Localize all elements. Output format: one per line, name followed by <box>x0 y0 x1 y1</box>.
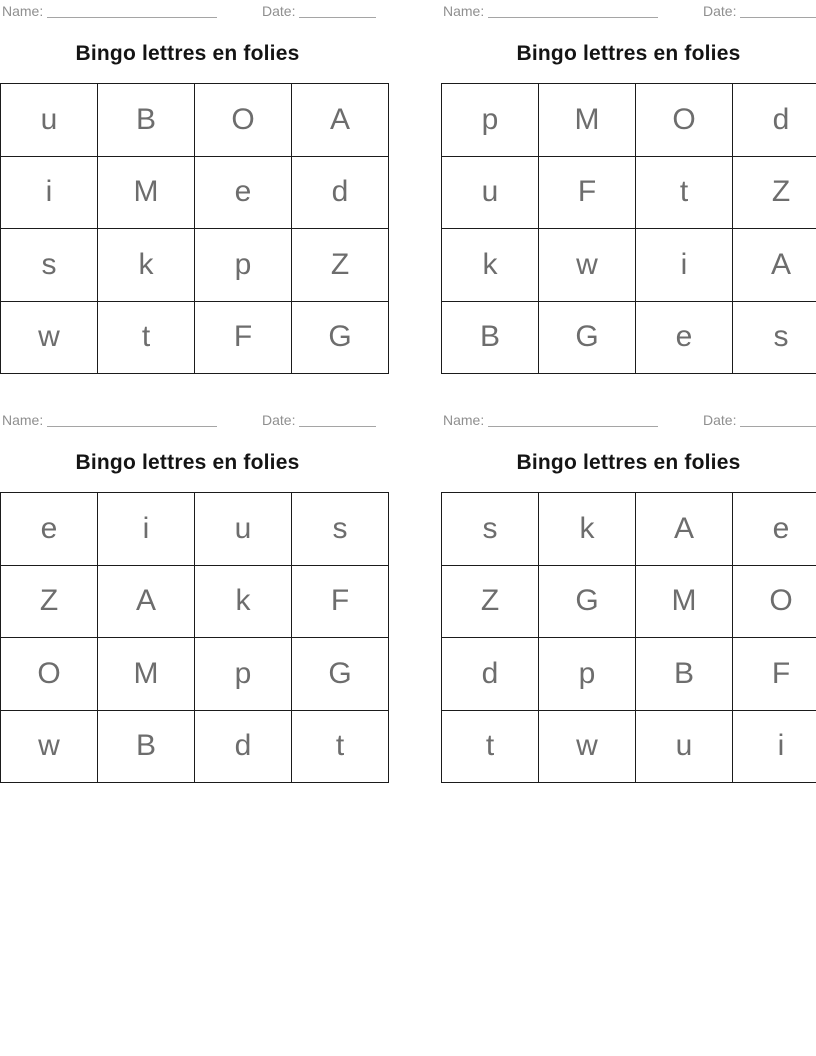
bingo-cell: G <box>539 565 636 638</box>
name-blank-line <box>47 17 217 18</box>
name-blank-line <box>488 426 658 427</box>
bingo-cell: d <box>733 84 816 157</box>
date-label: Date: <box>703 3 737 19</box>
bingo-cell: i <box>98 493 195 566</box>
grid-row <box>442 710 816 783</box>
bingo-cell: u <box>442 156 539 229</box>
bingo-cell: p <box>195 229 292 302</box>
grid-row <box>442 493 816 566</box>
grid-row <box>1 565 389 638</box>
date-blank-line <box>299 426 376 427</box>
bingo-cell: k <box>195 565 292 638</box>
bingo-cell: d <box>442 638 539 711</box>
grid-row <box>442 156 816 229</box>
bingo-cell: G <box>539 301 636 374</box>
card-title: Bingo lettres en folies <box>516 42 741 65</box>
bingo-cell: F <box>539 156 636 229</box>
bingo-cell: A <box>98 565 195 638</box>
bingo-cell: F <box>195 301 292 374</box>
bingo-cell: s <box>292 493 389 566</box>
bingo-cell: i <box>1 156 98 229</box>
bingo-cell: k <box>539 493 636 566</box>
bingo-cell: G <box>292 301 389 374</box>
bingo-cell: t <box>442 710 539 783</box>
bingo-cell: O <box>636 84 733 157</box>
bingo-cell: k <box>442 229 539 302</box>
bingo-cell: F <box>733 638 816 711</box>
card-title: Bingo lettres en folies <box>75 451 300 474</box>
bingo-cell: t <box>292 710 389 783</box>
bingo-cell: B <box>98 84 195 157</box>
bingo-cell: A <box>636 493 733 566</box>
grid-row <box>442 301 816 374</box>
date-label: Date: <box>262 3 296 19</box>
bingo-cell: B <box>98 710 195 783</box>
bingo-cell: w <box>1 301 98 374</box>
bingo-grid <box>0 492 389 783</box>
grid-row <box>442 229 816 302</box>
date-blank-line <box>740 426 816 427</box>
bingo-cell: e <box>636 301 733 374</box>
name-label: Name: <box>443 3 485 19</box>
bingo-cell: O <box>1 638 98 711</box>
bingo-cell: G <box>292 638 389 711</box>
grid-row <box>1 638 389 711</box>
name-label: Name: <box>2 412 44 428</box>
bingo-cell: u <box>1 84 98 157</box>
bingo-cell: p <box>442 84 539 157</box>
card-header <box>441 412 816 430</box>
bingo-cell: e <box>733 493 816 566</box>
bingo-cell: A <box>292 84 389 157</box>
grid-row <box>442 84 816 157</box>
bingo-cell: Z <box>1 565 98 638</box>
bingo-card-bottom-right <box>441 409 816 789</box>
grid-row <box>1 301 389 374</box>
bingo-cell: d <box>195 710 292 783</box>
bingo-cell: M <box>539 84 636 157</box>
bingo-card-top-right <box>441 0 816 380</box>
bingo-cell: s <box>733 301 816 374</box>
card-header <box>0 412 378 430</box>
bingo-cell: s <box>1 229 98 302</box>
bingo-cell: B <box>442 301 539 374</box>
grid-row <box>1 84 389 157</box>
grid-row <box>442 638 816 711</box>
bingo-cell: Z <box>733 156 816 229</box>
card-header <box>0 3 378 21</box>
name-label: Name: <box>2 3 44 19</box>
date-label: Date: <box>703 412 737 428</box>
bingo-grid <box>441 83 816 374</box>
bingo-cell: Z <box>442 565 539 638</box>
bingo-cell: w <box>1 710 98 783</box>
grid-row <box>1 156 389 229</box>
bingo-cell: w <box>539 229 636 302</box>
grid-row <box>1 229 389 302</box>
grid-row <box>1 493 389 566</box>
name-label: Name: <box>443 412 485 428</box>
bingo-card-bottom-left <box>0 409 378 789</box>
card-title: Bingo lettres en folies <box>75 42 300 65</box>
bingo-cell: e <box>1 493 98 566</box>
name-blank-line <box>488 17 658 18</box>
bingo-cell: s <box>442 493 539 566</box>
bingo-cell: p <box>195 638 292 711</box>
bingo-cell: u <box>636 710 733 783</box>
bingo-cell: F <box>292 565 389 638</box>
bingo-cell: O <box>195 84 292 157</box>
grid-row <box>1 710 389 783</box>
card-header <box>441 3 816 21</box>
bingo-grid <box>441 492 816 783</box>
bingo-cell: A <box>733 229 816 302</box>
bingo-cell: e <box>195 156 292 229</box>
bingo-cell: M <box>98 638 195 711</box>
bingo-cell: t <box>98 301 195 374</box>
date-blank-line <box>740 17 816 18</box>
bingo-cell: t <box>636 156 733 229</box>
bingo-cell: w <box>539 710 636 783</box>
bingo-cell: i <box>636 229 733 302</box>
bingo-cell: B <box>636 638 733 711</box>
bingo-cell: M <box>98 156 195 229</box>
date-label: Date: <box>262 412 296 428</box>
bingo-cell: Z <box>292 229 389 302</box>
name-blank-line <box>47 426 217 427</box>
bingo-cell: k <box>98 229 195 302</box>
bingo-grid <box>0 83 389 374</box>
bingo-cell: p <box>539 638 636 711</box>
bingo-cell: d <box>292 156 389 229</box>
bingo-cell: i <box>733 710 816 783</box>
bingo-card-top-left <box>0 0 378 380</box>
bingo-cell: O <box>733 565 816 638</box>
bingo-cell: u <box>195 493 292 566</box>
card-title: Bingo lettres en folies <box>516 451 741 474</box>
grid-row <box>442 565 816 638</box>
date-blank-line <box>299 17 376 18</box>
bingo-cell: M <box>636 565 733 638</box>
